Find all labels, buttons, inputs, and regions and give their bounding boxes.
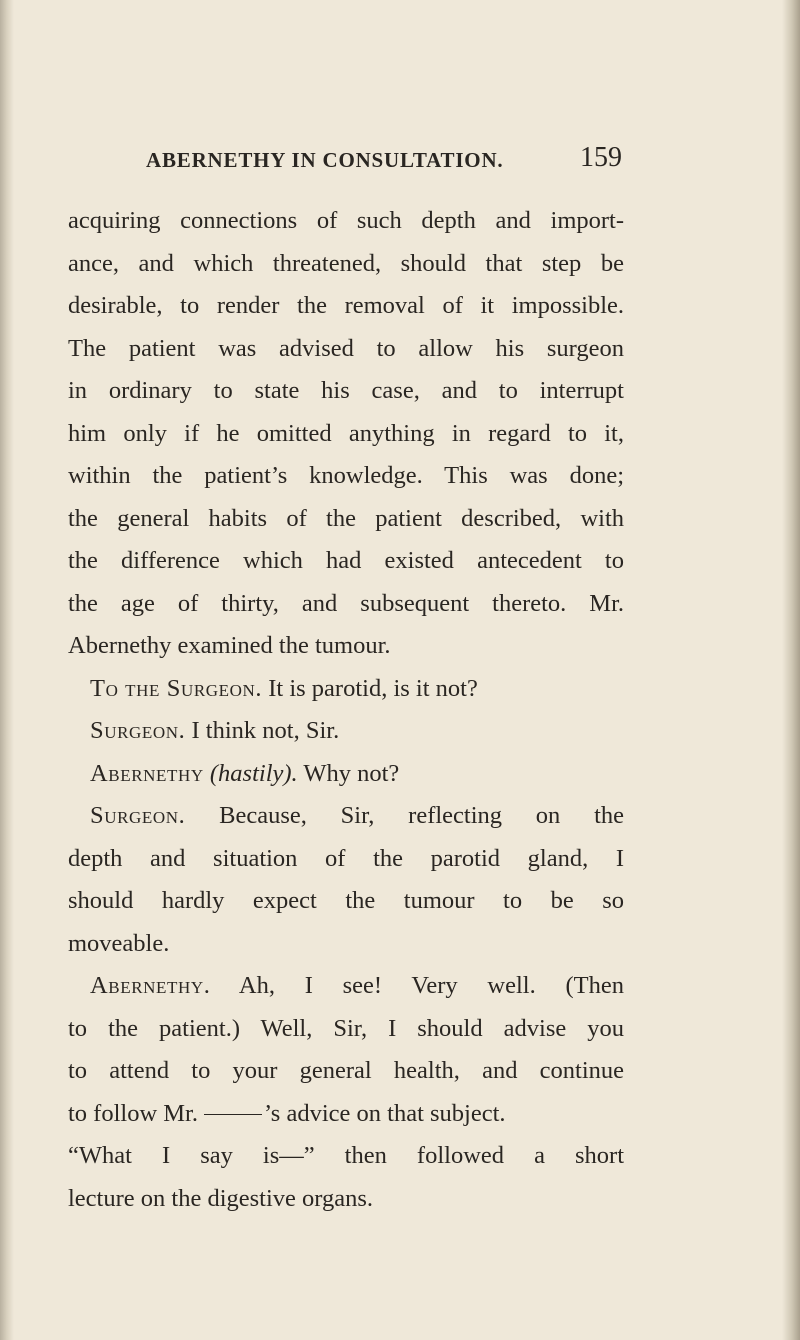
dialogue-line [68,795,624,838]
dialogue-line [68,710,624,753]
dialogue-line [68,668,624,711]
stage-direction: (hastily). [209,759,298,787]
text-line: in ordinary to state his case, and to interrupt [68,377,624,404]
text-line: depth and situation of the parotid gland, I [68,844,624,872]
page-edge-right [782,0,800,1340]
text-line: moveable. [68,929,170,957]
speaker-name: Abernethy. [90,972,211,999]
text-line: desirable, to render the removal of it impossible. [68,292,624,319]
dialogue-text: Why not? [297,759,400,787]
text-line: to attend to your general health, and continue [68,1057,624,1084]
text-line: lecture on the digestive organs. [68,1184,374,1212]
name-omission-dash [204,1114,262,1115]
speaker-name: To the Surgeon. [90,674,263,702]
running-head [146,142,622,188]
running-title: ABERNETHY IN CONSULTATION. [146,148,504,172]
text-line-with-dash [68,1093,624,1136]
text-line: him only if he omitted anything in regard to it, [68,419,624,447]
text-line: within the patient’s knowledge. This was done; [68,462,624,489]
page-number: 159 [580,142,622,173]
text-line: the age of thirty, and subsequent thereto. Mr. [68,589,624,617]
text-line: acquiring connections of such depth and import- [68,207,624,234]
text-line: The patient was advised to allow his surgeon [68,334,624,362]
text-line: the general habits of the patient described, with [68,504,624,532]
text-line: Abernethy examined the tumour. [68,632,391,659]
body-text [68,200,624,1220]
text-after-dash: ’s advice on that subject. [264,1099,506,1127]
dialogue-text: Because, Sir, reflecting on the [185,802,624,829]
speaker-name: Abernethy [90,759,204,787]
text-before-dash: to follow Mr. [68,1099,198,1127]
text-line: “What I say is—” then followed a short [68,1142,624,1169]
speaker-name: Surgeon. [90,717,186,744]
text-line: to the patient.) Well, Sir, I should advise you [68,1014,624,1042]
text-line: ance, and which threatened, should that step be [68,249,624,277]
speaker-name: Surgeon. [90,802,186,829]
dialogue-text: Ah, I see! Very well. (Then [210,972,624,999]
dialogue-line [68,965,624,1008]
dialogue-text: I think not, Sir. [185,717,340,744]
text-line: should hardly expect the tumour to be so [68,887,624,914]
dialogue-text: It is parotid, is it not? [262,674,478,702]
text-line: the difference which had existed antecedent to [68,547,624,574]
dialogue-line [68,753,624,796]
page-edge-left [0,0,14,1340]
